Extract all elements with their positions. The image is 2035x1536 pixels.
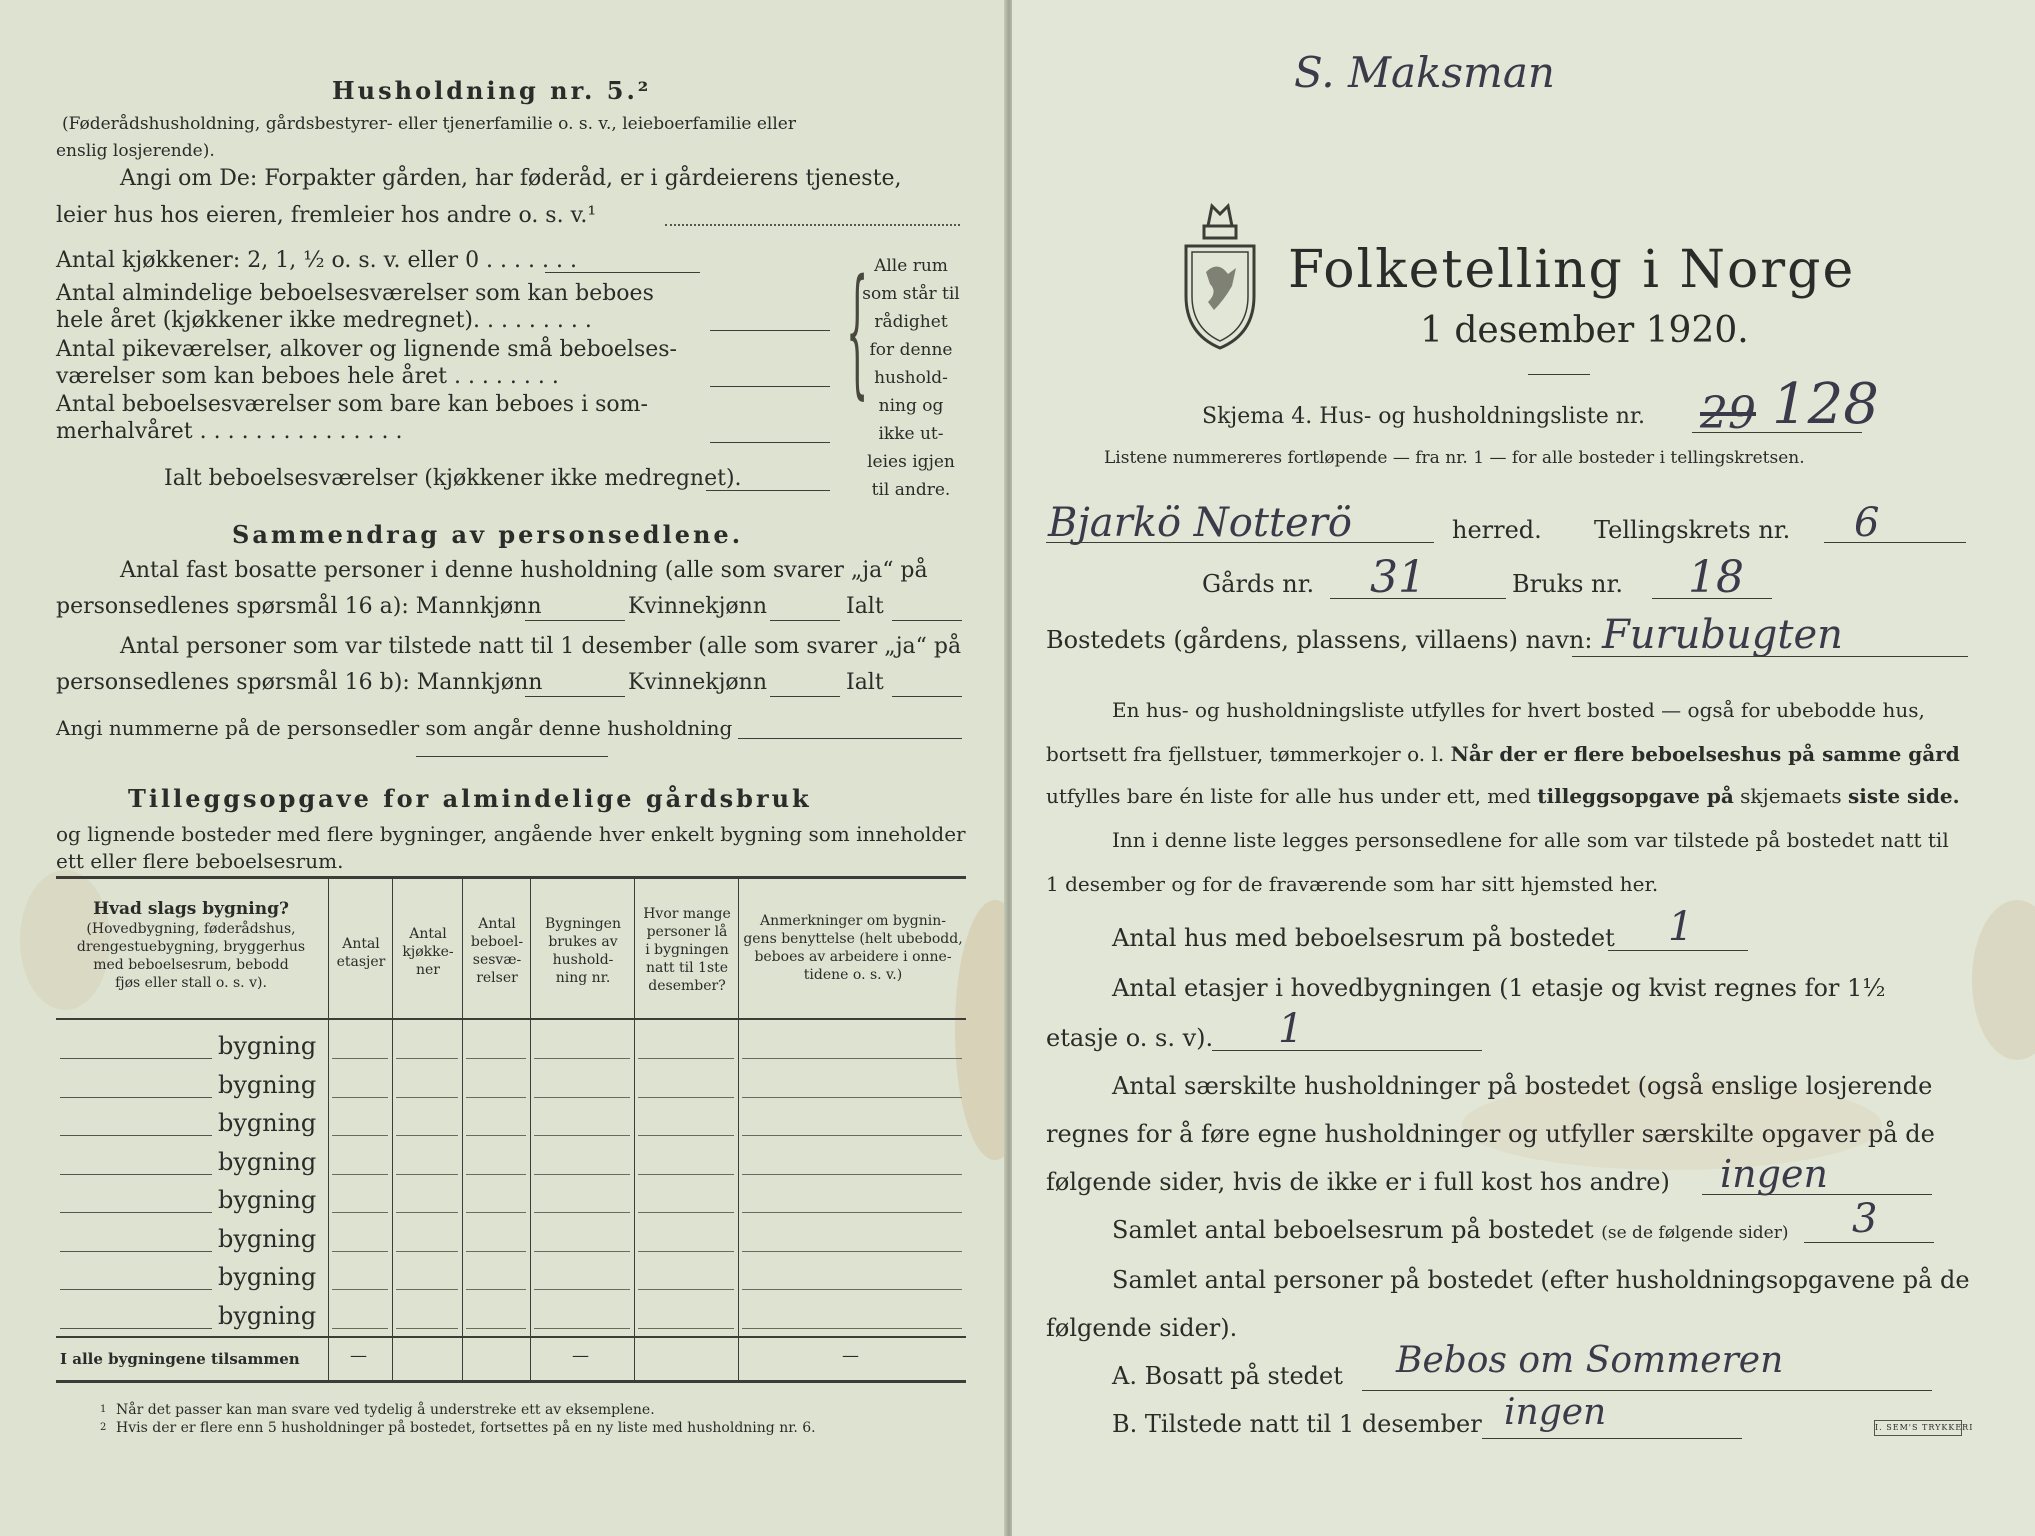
- fill-line: [332, 1174, 388, 1175]
- side-note-line: leies igjen: [867, 452, 955, 472]
- fill-line: [1330, 598, 1506, 599]
- fill-line: [638, 1097, 734, 1098]
- instructions-line-2: [1046, 742, 1960, 766]
- fill-line: [1692, 432, 1862, 433]
- instructions-emphasis: siste side.: [1847, 784, 1960, 808]
- fill-line: [332, 1328, 388, 1329]
- rooms-line-7: merhalvåret . . . . . . . . . . . . . . .: [56, 419, 403, 444]
- fill-line: [638, 1058, 734, 1059]
- fill-line: [525, 696, 625, 697]
- summary-female-2: Kvinnekjønn: [628, 670, 767, 695]
- instructions-line-1: En hus- og husholdningsliste utfylles for hvert bosted — også for ubebodde hus,: [1112, 698, 1925, 722]
- building-row-label: bygning: [218, 1147, 317, 1176]
- fill-line: [665, 224, 960, 226]
- bosted-label: Bostedets (gårdens, plassens, villaens) navn:: [1046, 626, 1593, 654]
- rooms-line-2: Antal almindelige beboelsesværelser som kan beboes: [56, 281, 654, 306]
- instructions-text: skjemaets: [1740, 784, 1842, 808]
- fill-line: [60, 1328, 212, 1329]
- household-note-line-1: (Føderådshusholdning, gårdsbestyrer- eller tjenerfamilie o. s. v., leieboerfamilie eller: [62, 114, 796, 134]
- samlet-personer-line-1: Samlet antal personer på bostedet (efter husholdningsopgavene på de: [1112, 1266, 1970, 1294]
- fill-line: [706, 490, 830, 491]
- header-line: desember?: [648, 978, 726, 994]
- right-page: [1012, 0, 2035, 1536]
- header-line: beboes av arbeidere i onne-: [754, 949, 952, 965]
- header-brukes: [532, 915, 634, 987]
- instructions-emphasis: Når der er flere beboelseshus på samme gård: [1450, 742, 1960, 766]
- fill-line: [892, 696, 962, 697]
- fill-line: [1702, 1194, 1932, 1195]
- total-dash-etasjer: —: [350, 1346, 367, 1366]
- col-divider: [328, 876, 329, 1380]
- rooms-line-4: Antal pikeværelser, alkover og lignende små beboelses-: [56, 337, 677, 362]
- fill-line: [60, 1097, 212, 1098]
- header-line: i bygningen: [645, 942, 729, 958]
- instructions-emphasis: tilleggsopgave på: [1537, 784, 1734, 808]
- samlet-rum-note: (se de følgende sider): [1601, 1223, 1789, 1243]
- col-divider: [462, 876, 463, 1380]
- household-note-line-2: enslig losjerende).: [56, 141, 215, 161]
- fill-line: [1804, 1242, 1934, 1243]
- footnote-num-2: 2: [100, 1422, 107, 1433]
- fill-line: [466, 1058, 526, 1059]
- fill-line: [710, 330, 830, 331]
- side-note-line: ikke ut-: [878, 424, 944, 444]
- fill-line: [738, 738, 962, 739]
- rooms-line-6: Antal beboelsesværelser som bare kan beboes i som-: [56, 392, 648, 417]
- fill-line: [534, 1097, 630, 1098]
- fill-line: [534, 1251, 630, 1252]
- header-kjokkener: [394, 925, 462, 979]
- sarskilte-line-3: følgende sider, hvis de ikke er i full kost hos andre): [1046, 1168, 1670, 1196]
- divider: [1528, 374, 1590, 375]
- col-divider: [634, 876, 635, 1380]
- instructions-text: bortsett fra fjellstuer, tømmerkojer o. l.: [1046, 742, 1445, 766]
- header-line: ner: [416, 962, 440, 978]
- fill-line: [1482, 1438, 1742, 1439]
- header-line: natt til 1ste: [645, 960, 729, 976]
- herred-handwritten: Bjarkö Notterö: [1048, 500, 1352, 546]
- skjema-number: 128: [1772, 372, 1879, 437]
- side-note-line: som står til: [862, 284, 960, 304]
- summary-line-3: Antal personer som var tilstede natt til 1 desember (alle som svarer „ja“ på: [120, 634, 962, 659]
- fill-line: [742, 1289, 962, 1290]
- summary-numbers: Angi nummerne på de personsedler som angår denne husholdning: [56, 716, 733, 740]
- fill-line: [638, 1289, 734, 1290]
- fill-line: [60, 1174, 212, 1175]
- fill-line: [534, 1174, 630, 1175]
- fill-line: [332, 1058, 388, 1059]
- fill-line: [332, 1097, 388, 1098]
- fill-line: [466, 1174, 526, 1175]
- side-note-line: Alle rum: [874, 256, 948, 276]
- fill-line: [1362, 1390, 1932, 1391]
- fill-line: [638, 1328, 734, 1329]
- summary-female-1: Kvinnekjønn: [628, 594, 767, 619]
- header-line: etasjer: [336, 954, 386, 970]
- fill-line: [742, 1174, 962, 1175]
- fill-line: [1212, 1050, 1482, 1051]
- fill-line: [710, 442, 830, 443]
- fill-line: [396, 1097, 458, 1098]
- fill-line: [892, 620, 962, 621]
- side-note: [856, 252, 966, 504]
- summary-total-1: Ialt: [846, 594, 884, 619]
- table-header-border: [56, 1018, 966, 1020]
- etasjer-line-2: etasje o. s. v).: [1046, 1024, 1214, 1052]
- herred-label: herred.: [1452, 516, 1542, 544]
- header-personer: [636, 905, 738, 995]
- col-divider: [392, 876, 393, 1380]
- fill-line: [396, 1251, 458, 1252]
- summary-line-4: personsedlenes spørsmål 16 b): Mannkjønn: [56, 670, 543, 695]
- header-kind-sub: fjøs eller stall o. s. v).: [115, 975, 267, 991]
- fill-line: [638, 1212, 734, 1213]
- header-kind-title: Hvad slags bygning?: [93, 899, 289, 919]
- tenure-question-line-1: Angi om De: Forpakter gården, har føderåd, er i gårdeierens tjeneste,: [120, 166, 902, 191]
- header-anmerkninger: [740, 912, 966, 984]
- fill-line: [534, 1289, 630, 1290]
- side-note-line: for denne: [869, 340, 953, 360]
- side-note-line: til andre.: [871, 480, 951, 500]
- header-line: personer lå: [646, 924, 728, 940]
- fill-line: [466, 1212, 526, 1213]
- header-line: Antal: [409, 926, 447, 942]
- table-bottom-border: [56, 1380, 966, 1383]
- fill-line: [1824, 542, 1966, 543]
- instructions-line-4: Inn i denne liste legges personsedlene for alle som var tilstede på bostedet natt til: [1112, 828, 1949, 852]
- left-page: [0, 0, 1008, 1536]
- fill-line: [638, 1135, 734, 1136]
- header-line: brukes av: [548, 934, 618, 950]
- printer-stamp: I. SEM'S TRYKKERI: [1874, 1420, 1962, 1436]
- fill-line: [332, 1251, 388, 1252]
- fill-line: [1046, 542, 1434, 543]
- fill-line: [770, 620, 840, 621]
- footnote-1: Når det passer kan man svare ved tydelig å understreke ett av eksemplene.: [116, 1402, 655, 1418]
- fill-line: [742, 1212, 962, 1213]
- fill-line: [332, 1212, 388, 1213]
- table-total-border: [56, 1336, 966, 1338]
- bruks-label: Bruks nr.: [1512, 570, 1623, 598]
- summary-title: Sammendrag av personsedlene.: [232, 520, 744, 549]
- handwritten-top-name: S. Maksman: [1294, 48, 1555, 97]
- household-title: Husholdning nr. 5.²: [332, 76, 652, 105]
- header-line: Antal: [478, 916, 516, 932]
- header-line: Bygningen: [545, 916, 621, 932]
- samlet-rum-label: [1112, 1216, 1788, 1244]
- hus-number: 1: [1668, 904, 1694, 950]
- side-note-line: hushold-: [874, 368, 948, 388]
- header-building-kind: [60, 900, 322, 992]
- header-kind-sub: drengestuebygning, bryggerhus: [76, 939, 306, 955]
- fill-line: [770, 696, 840, 697]
- header-line: kjøkke-: [402, 944, 454, 960]
- header-etasjer: [330, 935, 392, 971]
- tilstede-label: B. Tilstede natt til 1 desember: [1112, 1410, 1482, 1438]
- etasjer-number: 1: [1278, 1006, 1304, 1052]
- fill-line: [534, 1135, 630, 1136]
- skjema-label: Skjema 4. Hus- og husholdningsliste nr.: [1202, 404, 1645, 429]
- footnote-num-1: 1: [100, 1404, 107, 1415]
- fill-line: [60, 1212, 212, 1213]
- summary-total-2: Ialt: [846, 670, 884, 695]
- fill-line: [545, 272, 700, 273]
- tilstede-handwritten: ingen: [1504, 1392, 1607, 1433]
- rooms-total: Ialt beboelsesværelser (kjøkkener ikke medregnet).: [164, 466, 742, 491]
- header-line: ning nr.: [555, 970, 611, 986]
- sarskilte-line-1: Antal særskilte husholdninger på bostedet (også enslige losjerende: [1112, 1072, 1933, 1100]
- fill-line: [396, 1174, 458, 1175]
- gards-number: 31: [1370, 552, 1426, 603]
- fill-line: [60, 1289, 212, 1290]
- fill-line: [60, 1251, 212, 1252]
- bosted-handwritten: Furubugten: [1602, 612, 1843, 658]
- fill-line: [534, 1212, 630, 1213]
- total-dash-anm: —: [842, 1346, 859, 1366]
- rooms-line-1: Antal kjøkkener: 2, 1, ½ o. s. v. eller 0 . . . . . . .: [56, 248, 577, 273]
- hus-label: Antal hus med beboelsesrum på bostedet: [1112, 924, 1615, 952]
- side-note-line: ning og: [878, 396, 944, 416]
- bruks-number: 18: [1688, 552, 1744, 603]
- building-row-label: bygning: [218, 1032, 317, 1060]
- header-line: beboel-: [470, 934, 524, 950]
- fill-line: [396, 1058, 458, 1059]
- skjema-number-struck: 29: [1700, 388, 1756, 439]
- rooms-line-3: hele året (kjøkkener ikke medregnet). . . . . . . . .: [56, 308, 592, 333]
- fill-line: [1572, 656, 1968, 657]
- coat-of-arms-icon: [1178, 196, 1262, 352]
- header-line: gens benyttelse (helt ubebodd,: [743, 931, 963, 947]
- gards-label: Gårds nr.: [1202, 570, 1315, 598]
- bracket: {: [846, 250, 869, 413]
- stain: [1972, 900, 2035, 1060]
- bosatt-handwritten: Bebos om Sommeren: [1396, 1340, 1784, 1381]
- tellingskrets-number: 6: [1854, 500, 1880, 546]
- header-kind-sub: med beboelsesrum, bebodd: [93, 957, 289, 973]
- header-line: Hvor mange: [643, 906, 731, 922]
- divider: [416, 756, 608, 757]
- fill-line: [742, 1058, 962, 1059]
- fill-line: [396, 1328, 458, 1329]
- etasjer-line-1: Antal etasjer i hovedbygningen (1 etasje og kvist regnes for 1½: [1112, 974, 1886, 1002]
- header-beboelse: [464, 915, 530, 987]
- samlet-rum-text: Samlet antal beboelsesrum på bostedet: [1112, 1216, 1594, 1244]
- header-line: Antal: [342, 936, 380, 952]
- fill-line: [396, 1212, 458, 1213]
- fill-line: [60, 1058, 212, 1059]
- sarskilte-line-2: regnes for å føre egne husholdninger og utfyller særskilte opgaver på de: [1046, 1120, 1935, 1148]
- fill-line: [332, 1289, 388, 1290]
- instructions-line-3: [1046, 784, 1960, 808]
- header-kind-sub: (Hovedbygning, føderådshus,: [86, 921, 296, 937]
- fill-line: [534, 1328, 630, 1329]
- numbering-note: Listene nummereres fortløpende — fra nr. 1 — for alle bosteder i tellingskretsen.: [1104, 448, 1805, 468]
- fill-line: [742, 1135, 962, 1136]
- tellingskrets-label: Tellingskrets nr.: [1594, 516, 1791, 544]
- fill-line: [742, 1251, 962, 1252]
- fill-line: [466, 1328, 526, 1329]
- summary-line-1: Antal fast bosatte personer i denne husholdning (alle som svarer „ja“ på: [120, 558, 928, 583]
- fill-line: [742, 1328, 962, 1329]
- building-row-label: bygning: [218, 1070, 317, 1099]
- tenure-question-line-2: leier hus hos eieren, fremleier hos andre o. s. v.¹: [56, 203, 597, 228]
- building-row-label: bygning: [218, 1301, 317, 1330]
- fill-line: [466, 1135, 526, 1136]
- fill-line: [396, 1135, 458, 1136]
- fill-line: [638, 1174, 734, 1175]
- footnote-2: Hvis der er flere enn 5 husholdninger på bostedet, fortsettes på en ny liste med husholdning nr. 6.: [116, 1420, 816, 1436]
- summary-line-2: personsedlenes spørsmål 16 a): Mannkjønn: [56, 594, 542, 619]
- main-title: Folketelling i Norge: [1288, 240, 1856, 300]
- rooms-line-5: værelser som kan beboes hele året . . . . . . . .: [56, 364, 559, 389]
- fill-line: [534, 1058, 630, 1059]
- instructions-text: utfylles bare én liste for alle hus under ett, med: [1046, 784, 1531, 808]
- header-line: tidene o. s. v.): [803, 967, 903, 983]
- samlet-personer-line-2: følgende sider).: [1046, 1314, 1238, 1342]
- bosatt-label: A. Bosatt på stedet: [1112, 1362, 1343, 1390]
- header-line: sesvæ-: [472, 952, 522, 968]
- instructions-line-5: 1 desember og for de fraværende som har sitt hjemsted her.: [1046, 872, 1659, 896]
- fill-line: [1608, 950, 1748, 951]
- addendum-line-1: og lignende bosteder med flere bygninger, angående hver enkelt bygning som inneholder: [56, 822, 966, 846]
- fill-line: [466, 1251, 526, 1252]
- fill-line: [396, 1289, 458, 1290]
- table-top-border: [56, 876, 966, 879]
- total-dash-brukes: —: [572, 1346, 589, 1366]
- fill-line: [466, 1097, 526, 1098]
- fill-line: [742, 1097, 962, 1098]
- fill-line: [1652, 598, 1772, 599]
- header-line: Anmerkninger om bygnin-: [760, 913, 946, 929]
- col-divider: [738, 876, 739, 1380]
- fill-line: [638, 1251, 734, 1252]
- building-row-label: bygning: [218, 1263, 317, 1291]
- addendum-line-2: ett eller flere beboelsesrum.: [56, 849, 344, 873]
- census-date: 1 desember 1920.: [1420, 310, 1749, 351]
- addendum-title: Tilleggsopgave for almindelige gårdsbruk: [128, 784, 812, 813]
- samlet-rum-number: 3: [1852, 1196, 1878, 1242]
- fill-line: [332, 1135, 388, 1136]
- header-line: relser: [476, 970, 518, 986]
- header-line: hushold-: [552, 952, 614, 968]
- sarskilte-handwritten: ingen: [1720, 1152, 1828, 1196]
- fill-line: [466, 1289, 526, 1290]
- col-divider: [530, 876, 531, 1380]
- building-row-label: bygning: [218, 1224, 317, 1253]
- fill-line: [60, 1135, 212, 1136]
- building-row-label: bygning: [218, 1186, 317, 1214]
- total-row-label: I alle bygningene tilsammen: [60, 1350, 300, 1368]
- side-note-line: rådighet: [874, 312, 948, 332]
- fill-line: [525, 620, 625, 621]
- fill-line: [710, 386, 830, 387]
- building-row-label: bygning: [218, 1109, 317, 1137]
